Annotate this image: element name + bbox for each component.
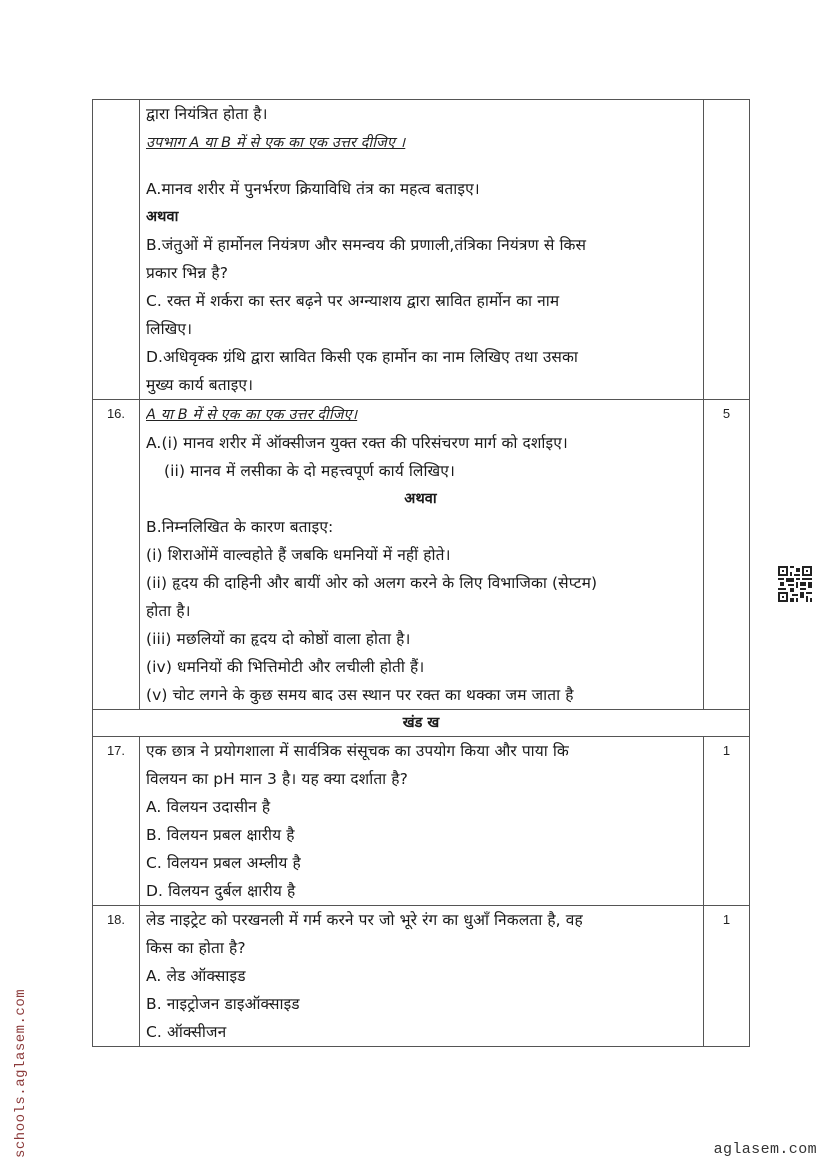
subpart-b-iii: (iii) मछलियों का हृदय दो कोष्ठों वाला होता है। [146,630,411,648]
question-number: 16. [93,400,140,710]
question-marks [704,100,750,400]
qr-code-icon [776,564,814,604]
option-a: A. लेड ऑक्साइड [146,967,246,985]
option-c: C. ऑक्सीजन [146,1023,227,1041]
question-text-line2: विलयन का pH मान 3 है। यह क्या दर्शाता है? [146,770,408,788]
instruction-text: उपभाग A या B में से एक का एक उत्तर दीजिए । [146,135,406,151]
question-table [92,99,750,1047]
side-watermark: schools.aglasem.com [13,988,29,1158]
subpart-d-line1: D.अधिवृक्क ग्रंथि द्वारा स्रावित किसी एक हार्मोन का नाम लिखिए तथा उसका [146,348,579,366]
subpart-b-iv: (iv) धमनियों की भित्तिमोटी और लचीली होती हैं। [146,658,425,676]
question-text-line2: किस का होता है? [146,939,246,957]
question-number: 17. [93,737,140,906]
question-body [140,906,704,1047]
question-row-15-continued [93,100,750,400]
question-marks: 1 [704,737,750,906]
option-b: B. नाइट्रोजन डाइऑक्साइड [146,995,300,1013]
question-text-line1: लेड नाइट्रेट को परखनली में गर्म करने पर जो भूरे रंग का धुआँ निकलता है, वह [146,911,583,929]
option-a: A. विलयन उदासीन है [146,798,271,816]
question-row-16 [93,400,750,710]
option-b: B. विलयन प्रबल क्षारीय है [146,826,295,844]
question-number: 18. [93,906,140,1047]
section-title: खंड ख [93,710,750,737]
instruction-text: A या B में से एक का एक उत्तर दीजिए। [146,407,358,423]
question-text-line: द्वारा नियंत्रित होता है। [146,105,268,123]
or-label: अथवा [146,209,179,225]
question-body [140,400,704,710]
question-text-line1: एक छात्र ने प्रयोगशाला में सार्वत्रिक संसूचक का उपयोग किया और पाया कि [146,742,569,760]
subpart-b-v: (v) चोट लगने के कुछ समय बाद उस स्थान पर रक्त का थक्का जम जाता है [146,686,574,704]
option-c: C. विलयन प्रबल अम्लीय है [146,854,301,872]
subpart-b-ii-line2: होता है। [146,602,191,620]
subpart-b-i: (i) शिराओंमें वाल्वहोते हैं जबकि धमनियों में नहीं होते। [146,546,451,564]
question-body [140,737,704,906]
subpart-b-ii-line1: (ii) हृदय की दाहिनी और बायीं ओर को अलग करने के लिए विभाजिका (सेप्टम) [146,574,598,592]
section-row [93,710,750,737]
question-row-17 [93,737,750,906]
question-body [140,100,704,400]
subpart-c-line2: लिखिए। [146,320,193,338]
spacer [146,157,695,175]
subpart-a: A.मानव शरीर में पुनर्भरण क्रियाविधि तंत्र का महत्व बताइए। [146,180,480,198]
subpart-b-line2: प्रकार भिन्न है? [146,264,229,282]
subpart-d-line2: मुख्य कार्य बताइए। [146,376,254,394]
subpart-b-heading: B.निम्नलिखित के कारण बताइए: [146,518,334,536]
or-label: अथवा [404,491,437,507]
subpart-c-line1: C. रक्त में शर्करा का स्तर बढ़ने पर अग्न्याशय द्वारा स्रावित हार्मोन का नाम [146,292,560,310]
question-marks: 1 [704,906,750,1047]
question-marks: 5 [704,400,750,710]
question-row-18 [93,906,750,1047]
footer-watermark: aglasem.com [713,1141,817,1158]
subpart-a-i: A.(i) मानव शरीर में ऑक्सीजन युक्त रक्त की परिसंचरण मार्ग को दर्शाइए। [146,434,568,452]
subpart-b-line1: B.जंतुओं में हार्मोनल नियंत्रण और समन्वय की प्रणाली,तंत्रिका नियंत्रण से किस [146,236,587,254]
question-number [93,100,140,400]
subpart-a-ii: (ii) मानव में लसीका के दो महत्त्वपूर्ण कार्य लिखिए। [164,462,455,480]
option-d: D. विलयन दुर्बल क्षारीय है [146,882,296,900]
